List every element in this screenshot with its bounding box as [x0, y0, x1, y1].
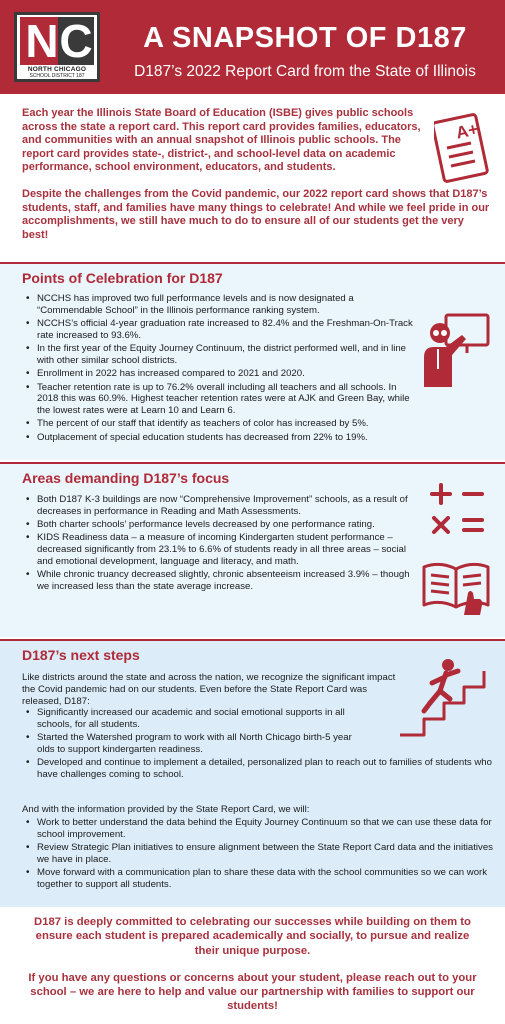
celebration-list [24, 293, 416, 445]
list-item: • The percent of our staff that identify as teachers of color has increased by 5%. [24, 418, 416, 430]
list-item: • Developed and continue to implement a detailed, personalized plan to reach out to families of students who have challenges coming to school. [24, 757, 494, 781]
list-item: • NCCHS has improved two full performance levels and is now designated a “Commendable School” in the Illinois performance ranking system. [24, 293, 416, 317]
next-steps-after-list [24, 817, 494, 892]
teacher-icon [420, 309, 492, 389]
list-item: • Teacher retention rate is up to 76.2% overall including all teachers and all schools. In 2018 this was 60.9%. Highest teacher retention rates were at AJK and Green Bay, while the lowest rates were at Learn 10 and Learn 6. [24, 382, 416, 417]
list-item: • While chronic truancy decreased slightly, chronic absenteeism increased 3.9% – though we increased less than the state average increase. [24, 569, 412, 593]
next-steps-intro: Like districts around the state and across the nation, we recognize the significant impact the Covid pandemic had on our students. Even before the State Report Card was released, D187: [22, 672, 396, 707]
next-steps-title: D187’s next steps [22, 647, 140, 663]
list-item: • Significantly increased our academic and social emotional supports in all schools, for all students. [24, 707, 374, 731]
logo-mark [20, 17, 94, 65]
header-banner [0, 0, 505, 94]
intro-paragraph-2: Despite the challenges from the Covid pandemic, our 2022 report card shows that D187’s students, staff, and families have many things to celebrate! And while we feel pride in our accomplishments, we still have much to do to ensure all of our students get the very best! [22, 187, 490, 241]
focus-section [0, 462, 505, 637]
report-card-icon [434, 112, 490, 184]
next-steps-section [0, 639, 505, 907]
logo-line1: NORTH CHICAGO [27, 66, 87, 73]
closing-text [22, 915, 483, 1024]
focus-list [24, 494, 412, 594]
list-item: • Both D187 K-3 buildings are now “Comprehensive Improvement” schools, as a result of decreases in performance in Reading and Math Assessments. [24, 494, 412, 518]
celebration-title: Points of Celebration for D187 [22, 270, 223, 286]
logo-letter-c: C [59, 15, 93, 67]
closing-paragraph-1: D187 is deeply committed to celebrating our successes while building on them to ensure each student is prepared academically and socially, to pursue and realize their unique purpose. [34, 916, 471, 957]
district-logo [14, 12, 100, 82]
stairs-climber-icon [398, 655, 494, 737]
intro-text [22, 107, 492, 255]
closing-paragraph-2: If you have any questions or concerns about your student, please reach out to your school – we are here to help and value our partnership with families to support our students! [28, 971, 477, 1013]
logo-letter-n: N [20, 17, 62, 65]
list-item: • Outplacement of special education students has decreased from 22% to 19%. [24, 432, 416, 444]
list-item: • KIDS Readiness data – a measure of incoming Kindergarten student performance – decreased significantly from 23.1% to 6.6% of students ready in all three areas – social and emotional development, language and literacy, and math. [24, 532, 412, 567]
intro-paragraph-1: Each year the Illinois State Board of Education (ISBE) gives public schools across the state a report card. This report card provides families, educators, and communities with an annual snapshot of Illinois public schools. The report card provides state-, district-, and school-level data on academic performance, school environment, educators, and students. [22, 107, 421, 174]
list-item: • Work to better understand the data behind the Equity Journey Continuum so that we can use these data for school improvement. [24, 817, 494, 841]
list-item: • Review Strategic Plan initiatives to ensure alignment between the State Report Card data and the initiatives we have in place. [24, 842, 494, 866]
focus-title: Areas demanding D187’s focus [22, 470, 230, 486]
list-item: • NCCHS’s official 4-year graduation rate increased to 82.4% and the Freshman-On-Track rate increased to 93.6%. [24, 318, 416, 342]
list-item: • Move forward with a communication plan to share these data with the school communities so we can work together to support all students. [24, 867, 494, 891]
list-item: • Both charter schools’ performance levels decreased by one performance rating. [24, 519, 412, 531]
math-symbols-icon [428, 480, 486, 540]
logo-line2: SCHOOL DISTRICT 187 [29, 73, 85, 79]
list-item: • In the first year of the Equity Journey Continuum, the district performed well, and in line with other similar school districts. [24, 343, 416, 367]
svg-text:A+: A+ [454, 119, 480, 143]
next-steps-mid: And with the information provided by the State Report Card, we will: [22, 804, 310, 815]
list-item: • Started the Watershed program to work with all North Chicago birth-5 year olds to support kindergarten readiness. [24, 732, 369, 756]
list-item: • Enrollment in 2022 has increased compared to 2021 and 2020. [24, 368, 416, 380]
open-book-icon [420, 557, 492, 617]
celebration-section [0, 262, 505, 460]
page-title: A SNAPSHOT OF D187 [143, 22, 467, 54]
page-subtitle: D187’s 2022 Report Card from the State of Illinois [134, 63, 476, 80]
